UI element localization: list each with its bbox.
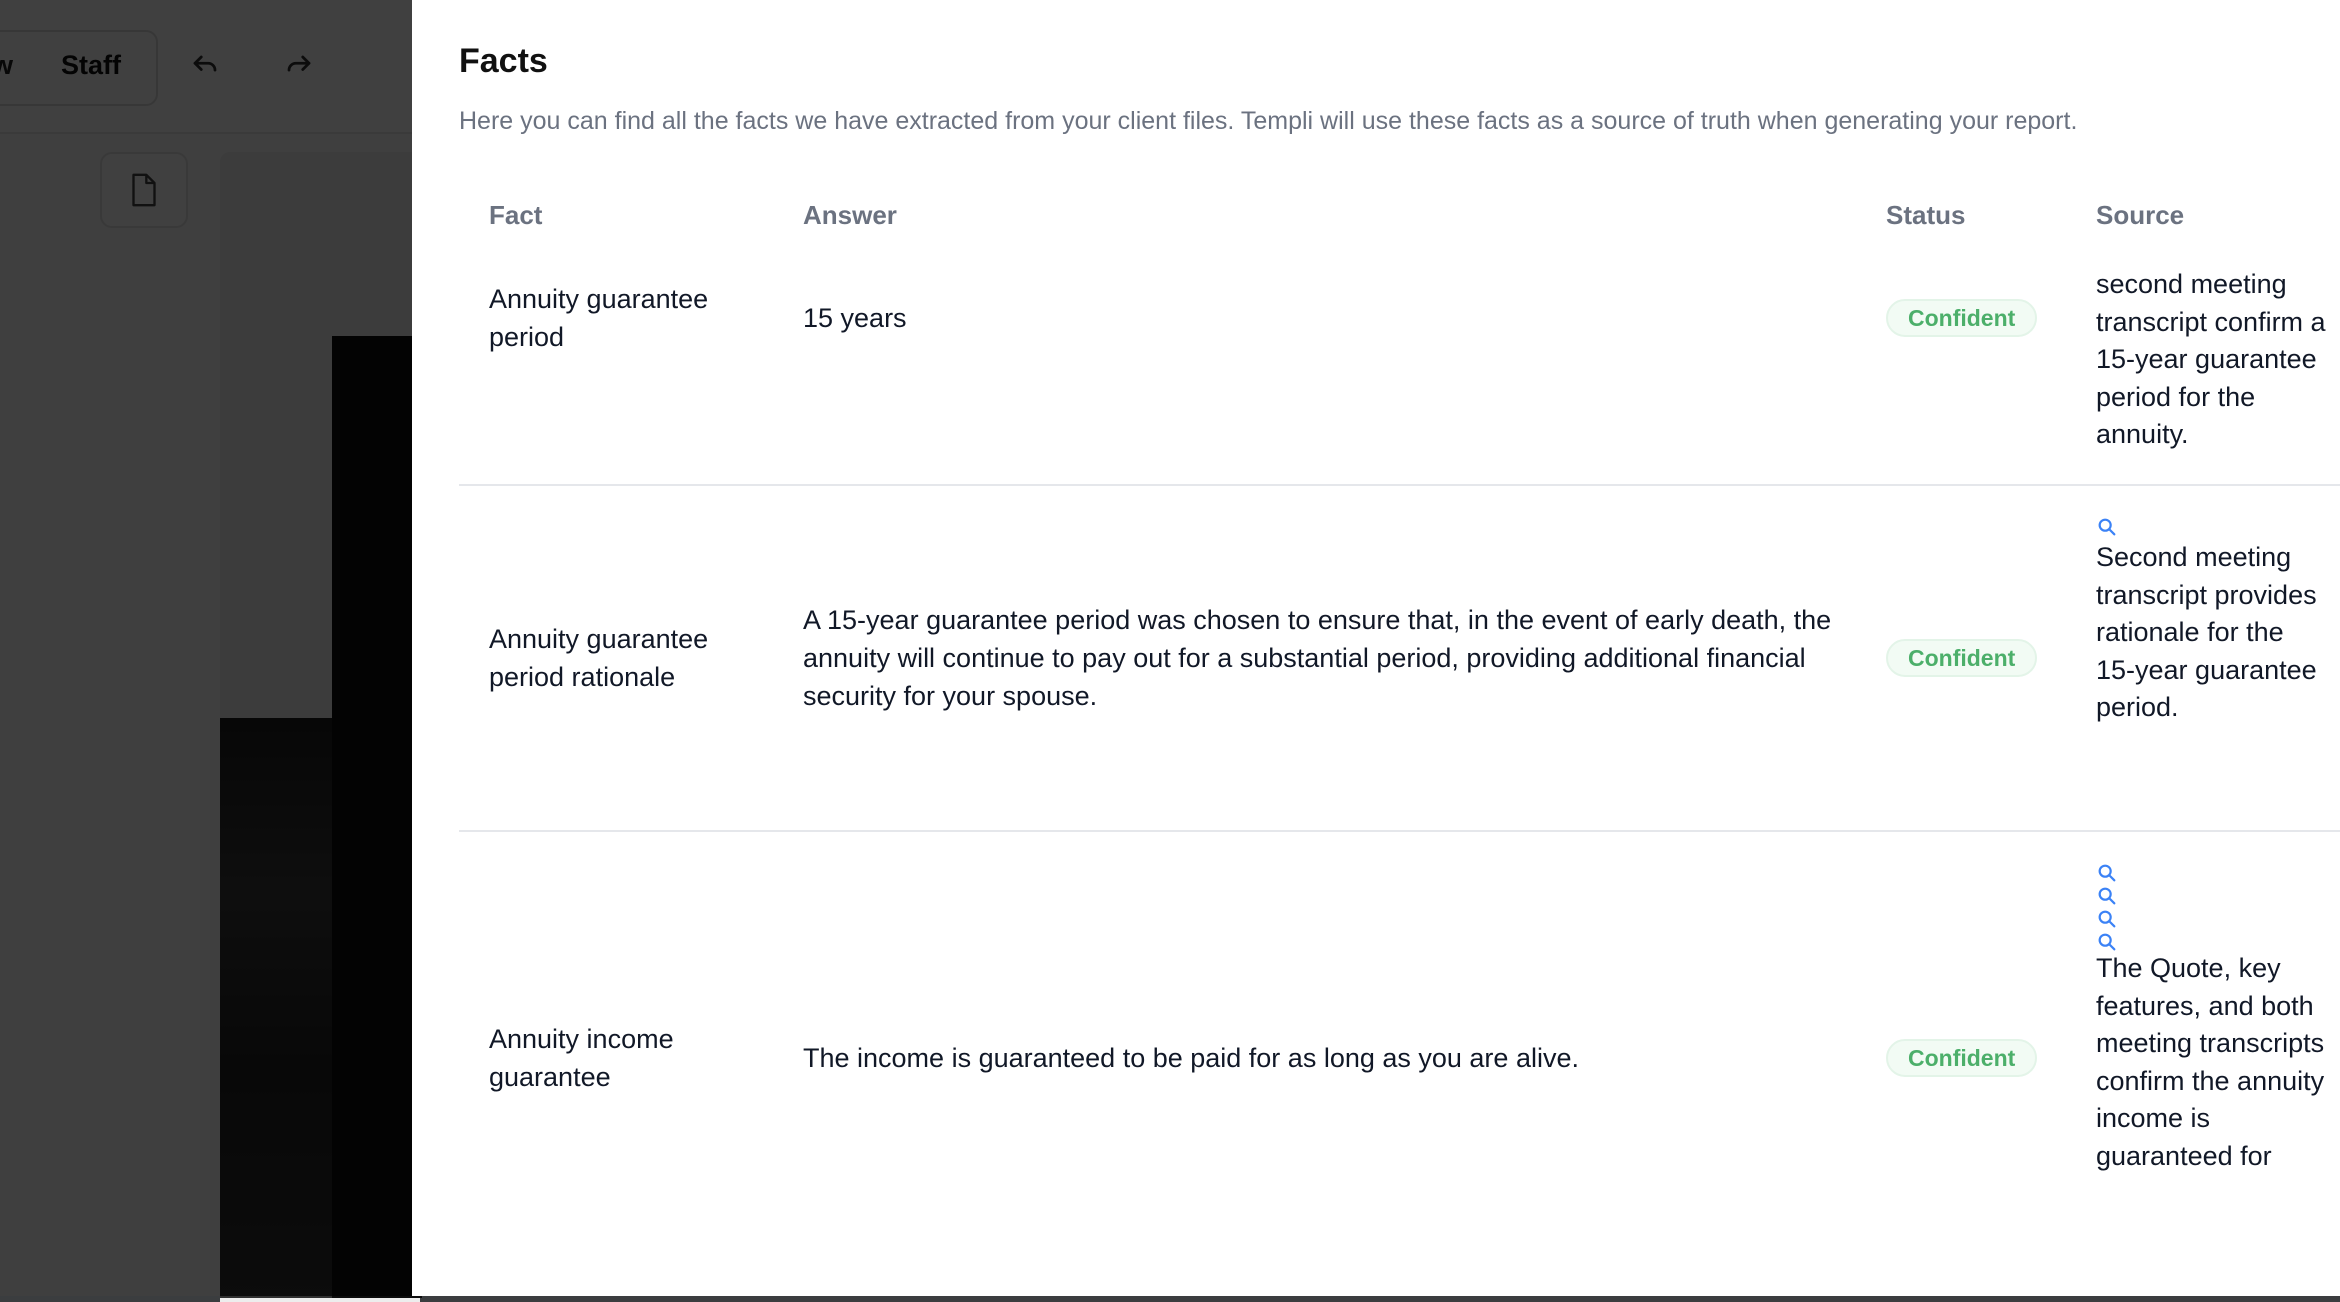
table-row (459, 486, 2340, 830)
column-header-status: Status (1886, 200, 1966, 230)
column-header-source: Source (2096, 200, 2185, 230)
panel-description: Here you can find all the facts we have extracted from your client files. Templi will use these facts as a source of truth when generating your report. (459, 107, 2078, 135)
source-cell: Second meeting transcript provides rationale for the 15-year guarantee period. (2096, 542, 2317, 723)
status-badge: Confident (1886, 1039, 2037, 1077)
source-cell: second meeting transcript confirm a 15-year guarantee period for the annuity. (2096, 269, 2326, 450)
answer-cell: A 15-year guarantee period was chosen to ensure that, in the event of early death, the annuity will continue to pay out for a substantial period, providing additional financial security for your spouse. (803, 605, 1832, 711)
source-search-icon[interactable] (2096, 516, 2118, 538)
panel-title: Facts (459, 42, 548, 80)
answer-cell: The income is guaranteed to be paid for as long as you are alive. (803, 1043, 1579, 1073)
source-search-icon[interactable] (2096, 908, 2118, 930)
table-row (459, 0, 2340, 484)
fact-cell: Annuity guarantee period (489, 284, 709, 352)
source-search-icon[interactable] (2096, 862, 2118, 884)
source-links (2096, 516, 2118, 539)
source-search-icon[interactable] (2096, 885, 2118, 907)
facts-panel (412, 0, 2340, 1296)
table-row (459, 832, 2340, 1212)
fact-cell: Annuity income guarantee (489, 1024, 674, 1092)
answer-cell: 15 years (803, 303, 907, 333)
source-cell: The Quote, key features, and both meeting transcripts confirm the annuity income is guaranteed for (2096, 953, 2325, 1171)
source-links (2096, 862, 2118, 954)
fact-cell: Annuity guarantee period rationale (489, 624, 709, 692)
column-header-answer: Answer (803, 200, 897, 230)
status-badge: Confident (1886, 639, 2037, 677)
status-badge: Confident (1886, 299, 2037, 337)
column-header-fact: Fact (489, 200, 543, 230)
